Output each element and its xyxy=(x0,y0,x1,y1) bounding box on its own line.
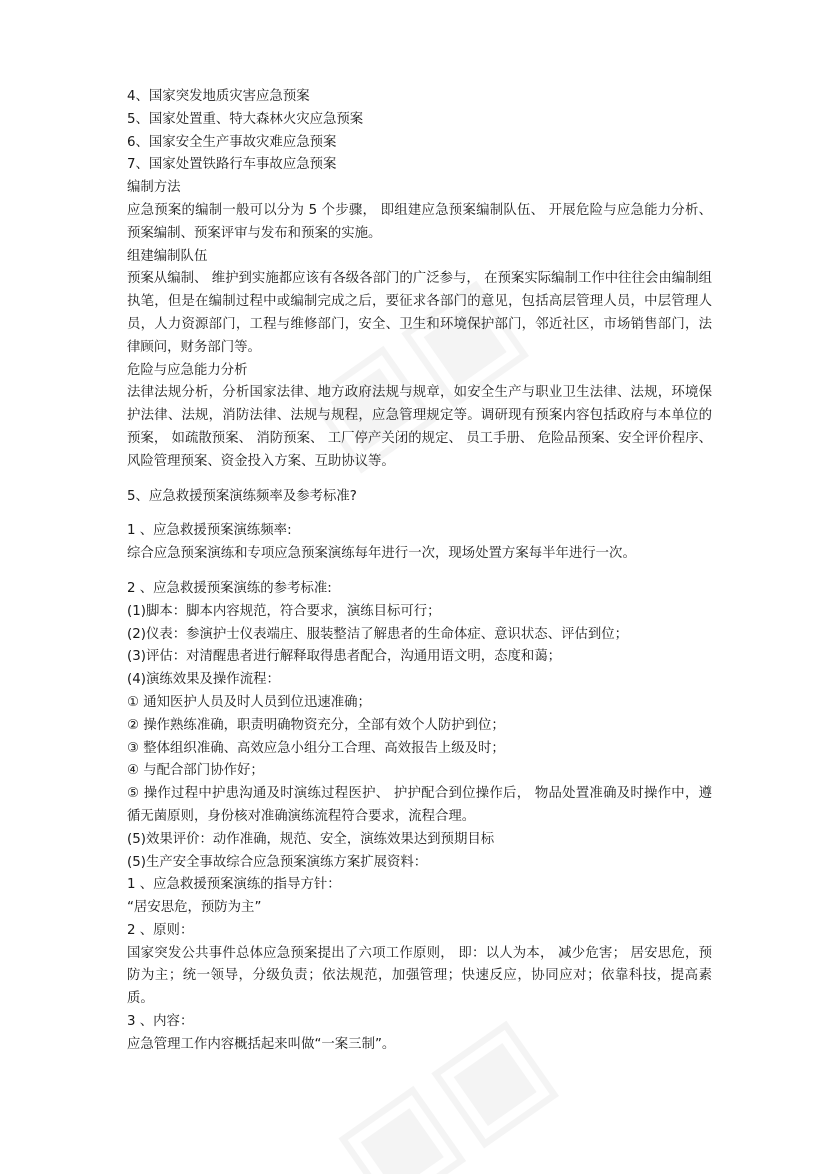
content-text: 应急管理工作内容概括起来叫做“一案三制”。 xyxy=(127,1036,396,1052)
guideline-heading: 1 、应急救援预案演练的指导方针： xyxy=(127,877,341,893)
team-paragraph: 预案从编制、 维护到实施都应该有各级各部门的广泛参与， 在预案实际编制工作中往往会由编制组执笔，但是在编制过程中或编制完成之后，要征求各部门的意见，包括高层管理人员，中层管理人员，人力资源部门，工程与维修部门，安全、卫生和环境保护部门，邻近社区，市场销售部门，法律顾问，财务部门等。 xyxy=(127,271,712,355)
list-item: 7、国家处置铁路行车事故应急预案 xyxy=(127,157,337,173)
principle-paragraph: 国家突发公共事件总体应急预案提出了六项工作原则， 即：以人为本， 减少危害； 居安思危，预防为主；统一领导，分级负责；依法规范，加强管理；快速反应，协同应对；依靠科技，提高素质。 xyxy=(127,945,712,1007)
standard-item: (4)演练效果及操作流程： xyxy=(127,672,280,688)
risk-paragraph: 法律法规分析，分析国家法律、地方政府法规与规章，如安全生产与职业卫生法律、法规，环境保护法律、法规，消防法律、法规与规程，应急管理规定等。调研现有预案内容包括政府与本单位的预案， 如疏散预案、 消防预案、 工厂停产关闭的规定、 员工手册、 危险品预案、安全评价程序、风险管理预案、资金投入方案、互助协议等。 xyxy=(127,385,712,469)
section-heading: 危险与应急能力分析 xyxy=(127,362,248,378)
standard-item: ⑤ 操作过程中护患沟通及时演练过程医护、 护护配合到位操作后， 物品处置准确及时操作中，遵循无菌原则，身份核对准确演练流程符合要求，流程合理。 xyxy=(127,786,712,824)
standard-item: ① 通知医护人员及时人员到位迅速准确； xyxy=(127,694,371,710)
standard-item: (5)效果评价：动作准确，规范、安全，演练效果达到预期目标 xyxy=(127,831,495,847)
standard-item: (2)仪表：参演护士仪表端庄、服装整洁了解患者的生命体症、意识状态、评估到位； xyxy=(127,626,629,642)
principle-heading: 2 、原则： xyxy=(127,922,194,938)
guideline-text: “居安思危，预防为主” xyxy=(127,900,262,916)
extension-heading: (5)生产安全事故综合应急预案演练方案扩展资料： xyxy=(127,854,428,870)
standard-item: (1)脚本：脚本内容规范，符合要求，演练目标可行； xyxy=(127,603,441,619)
document-body xyxy=(127,86,712,1057)
standard-item: ④ 与配合部门协作好； xyxy=(127,763,264,779)
standard-heading: 2 、应急救援预案演练的参考标准: xyxy=(127,580,332,596)
section-heading: 编制方法 xyxy=(127,180,181,196)
content-heading: 3 、内容： xyxy=(127,1014,194,1030)
frequency-text: 综合应急预案演练和专项应急预案演练每年进行一次，现场处置方案每半年进行一次。 xyxy=(127,546,636,562)
standard-item: (3)评估：对清醒患者进行解释取得患者配合，沟通用语文明，态度和蔼； xyxy=(127,649,562,665)
list-item: 5、国家处置重、特大森林火灾应急预案 xyxy=(127,111,364,127)
method-paragraph: 应急预案的编制一般可以分为 5 个步骤， 即组建应急预案编制队伍、 开展危险与应急能力分析、预案编制、预案评审与发布和预案的实施。 xyxy=(127,202,712,241)
list-item: 4、国家突发地质灾害应急预案 xyxy=(127,89,310,104)
section-heading: 组建编制队伍 xyxy=(127,248,208,264)
standard-item: ③ 整体组织准确、高效应急小组分工合理、高效报告上级及时； xyxy=(127,740,505,756)
standard-item: ② 操作熟练准确，职责明确物资充分，全部有效个人防护到位； xyxy=(127,717,505,733)
list-item: 6、国家安全生产事故灾难应急预案 xyxy=(127,134,337,150)
question-heading: 5、应急救援预案演练频率及参考标准? xyxy=(127,488,357,504)
frequency-heading: 1 、应急救援预案演练频率: xyxy=(127,523,292,539)
